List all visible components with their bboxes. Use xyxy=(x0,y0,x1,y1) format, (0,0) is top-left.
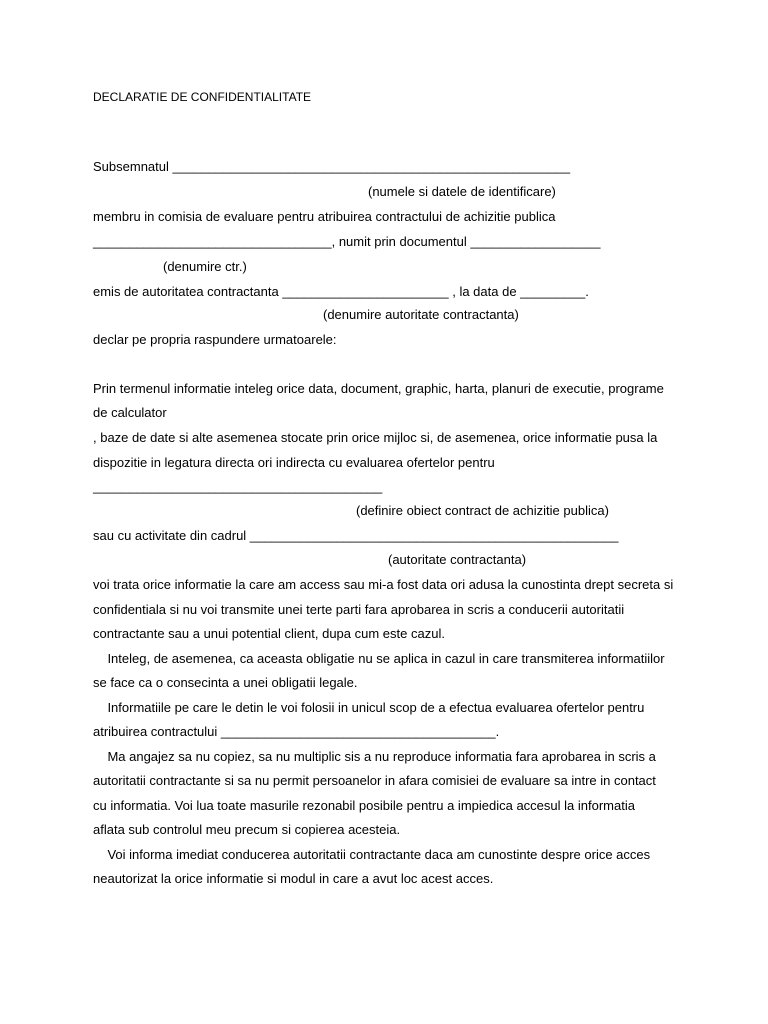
document-line: Informatiile pe care le detin le voi folosii in unicul scop de a efectua evaluarea ofertelor pentru xyxy=(93,700,645,715)
document-line: autoritatii contractante si sa nu permit persoanelor in afara comisiei de evaluare sa intre in contact xyxy=(93,773,656,788)
document-line: neautorizat la orice informatie si modul in care a avut loc acest acces. xyxy=(93,871,494,886)
document-line: voi trata orice informatie la care am access sau mi-a fost data ori adusa la cunostinta drept secreta si xyxy=(93,577,674,592)
document-line: confidentiala si nu voi transmite unei terte parti fara aprobarea in scris a conducerii autoritatii xyxy=(93,602,625,617)
document-line: ________________________________________ xyxy=(93,479,383,494)
document-line: dispozitie in legatura directa ori indirecta cu evaluarea ofertelor pentru xyxy=(93,455,495,470)
document-line: Subsemnatul _______________________________________________________ xyxy=(93,159,571,174)
document-line: Ma angajez sa nu copiez, sa nu multiplic sis a nu reproduce informatia fara aprobarea in scris a xyxy=(93,749,656,764)
document-line: _________________________________, numit prin documentul __________________ xyxy=(93,234,601,249)
document-title: DECLARATIE DE CONFIDENTIALITATE xyxy=(93,90,312,104)
document-line: (autoritate contractanta) xyxy=(388,552,527,567)
document-line: aflata sub controlul meu precum si copierea acesteia. xyxy=(93,822,401,837)
document-line: atribuirea contractului ______________________________________. xyxy=(93,724,500,739)
document-line: Prin termenul informatie inteleg orice data, document, graphic, harta, planuri de executie, programe xyxy=(93,381,664,396)
document-line: (denumire autoritate contractanta) xyxy=(323,307,519,322)
document-line: (definire obiect contract de achizitie publica) xyxy=(356,503,609,518)
document-line: de calculator xyxy=(93,405,167,420)
document-line: (denumire ctr.) xyxy=(163,259,247,274)
document-line: sau cu activitate din cadrul ___________________________________________________ xyxy=(93,528,619,543)
document-line: contractante sau a unui potential client, dupa cum este cazul. xyxy=(93,626,445,641)
document-line: se face ca o consecinta a unei obligatii legale. xyxy=(93,675,358,690)
document-line: membru in comisia de evaluare pentru atribuirea contractului de achizitie publica xyxy=(93,209,556,224)
document-line: emis de autoritatea contractanta _______________________ , la data de _________. xyxy=(93,284,589,299)
document-line: cu informatia. Voi lua toate masurile rezonabil posibile pentru a impiedica accesul la informatia xyxy=(93,798,635,813)
document-line: declar pe propria raspundere urmatoarele: xyxy=(93,332,337,347)
document-line: Voi informa imediat conducerea autoritatii contractante daca am cunostinte despre orice acces xyxy=(93,847,651,862)
document-line: , baze de date si alte asemenea stocate prin orice mijloc si, de asemenea, orice informatie pusa la xyxy=(93,430,658,445)
document-line: Inteleg, de asemenea, ca aceasta obligatie nu se aplica in cazul in care transmiterea informatiilor xyxy=(93,651,665,666)
document-line: (numele si datele de identificare) xyxy=(368,184,556,199)
